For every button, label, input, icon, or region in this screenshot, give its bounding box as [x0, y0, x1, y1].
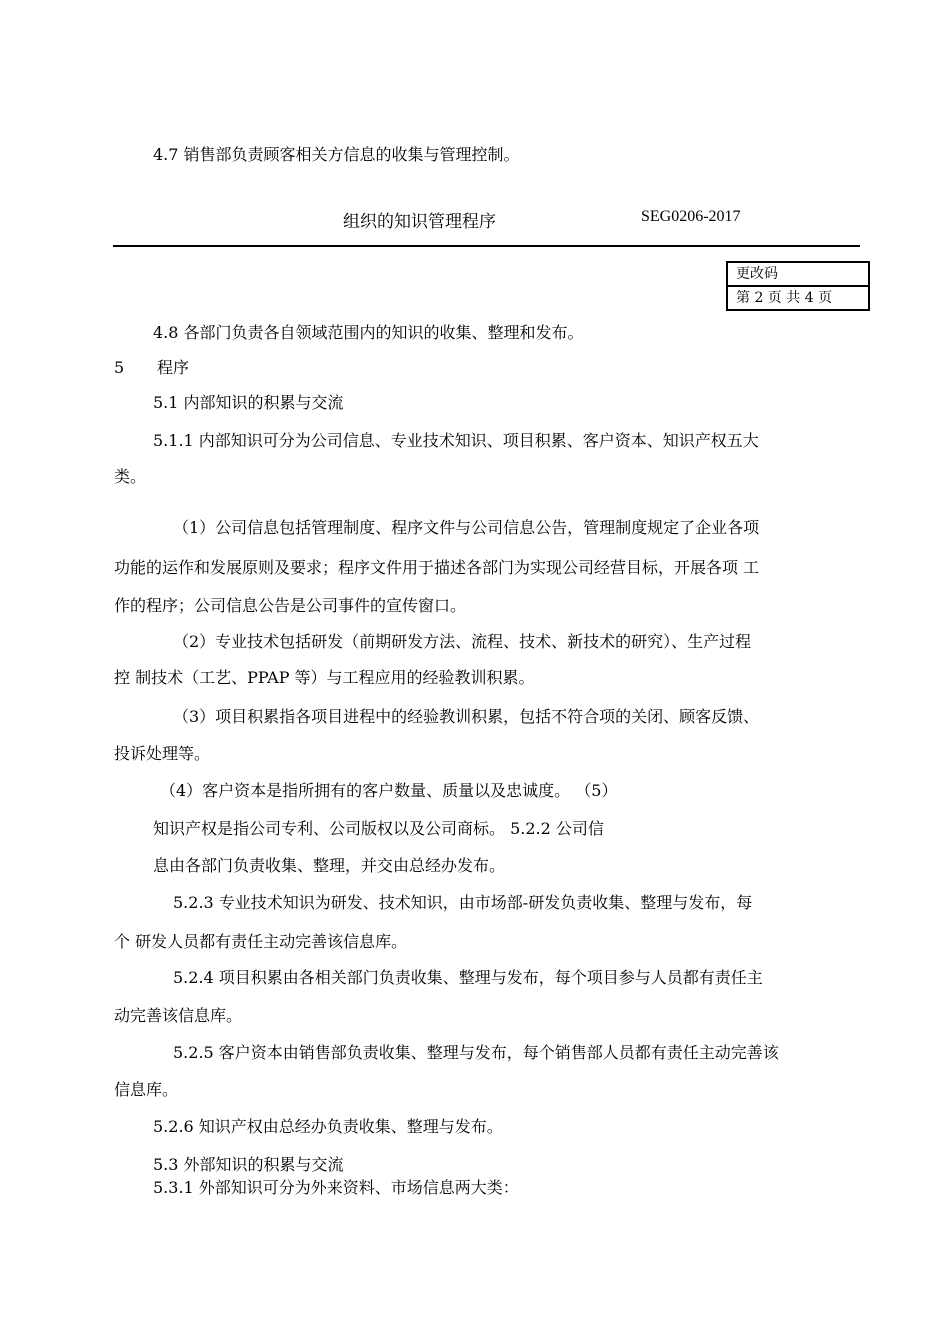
section-4-7-text: 4.7 销售部负责顾客相关方信息的收集与管理控制。: [153, 145, 520, 164]
paragraph-line: 个 研发人员都有责任主动完善该信息库。: [114, 932, 408, 951]
paragraph-line: 作的程序；公司信息公告是公司事件的宣传窗口。: [114, 596, 467, 615]
paragraph-line: 信息库。: [114, 1080, 179, 1099]
section-5-3-heading: 5.3 外部知识的积累与交流: [153, 1155, 344, 1174]
paragraph-line: 动完善该信息库。: [114, 1006, 243, 1025]
section-5-number: 5: [114, 358, 125, 377]
paragraph-line: 5.2.5 客户资本由销售部负责收集、整理与发布，每个销售部人员都有责任主动完善该: [173, 1043, 779, 1062]
document-code: SEG0206-2017: [641, 208, 741, 225]
section-4-8-text: 4.8 各部门负责各自领域范围内的知识的收集、整理和发布。: [153, 323, 584, 342]
paragraph-line: 控 制技术（工艺、PPAP 等）与工程应用的经验教训积累。: [114, 668, 535, 687]
page-count: 第 2 页 共 4 页: [727, 286, 869, 310]
paragraph-line: （3）项目积累指各项目进程中的经验教训积累，包括不符合项的关闭、顾客反馈、: [173, 707, 760, 726]
paragraph-line: 功能的运作和发展原则及要求；程序文件用于描述各部门为实现公司经营目标，开展各项 工: [114, 558, 760, 577]
paragraph-line: 5.2.3 专业技术知识为研发、技术知识，由市场部-研发负责收集、整理与发布，每: [173, 893, 753, 912]
paragraph-line: 5.2.6 知识产权由总经办负责收集、整理与发布。: [153, 1117, 503, 1136]
paragraph-line: 5.1.1 内部知识可分为公司信息、专业技术知识、项目积累、客户资本、知识产权五大: [153, 431, 759, 450]
paragraph-line: 知识产权是指公司专利、公司版权以及公司商标。 5.2.2 公司信: [153, 819, 604, 838]
revision-box: [726, 261, 870, 311]
paragraph-line: 投诉处理等。: [114, 744, 211, 763]
header-divider: [113, 245, 860, 247]
paragraph-line: （4）客户资本是指所拥有的客户数量、质量以及忠诚度。 （5）: [160, 781, 618, 800]
paragraph-line: 5.3.1 外部知识可分为外来资料、市场信息两大类：: [153, 1178, 519, 1197]
section-5-heading: 程序: [157, 358, 190, 377]
paragraph-line: 类。: [114, 467, 147, 486]
revision-code-label: 更改码: [727, 262, 869, 286]
section-5-1-heading: 5.1 内部知识的积累与交流: [153, 393, 344, 412]
paragraph-line: 息由各部门负责收集、整理，并交由总经办发布。: [153, 856, 506, 875]
paragraph-line: （2）专业技术包括研发（前期研发方法、流程、技术、新技术的研究）、生产过程: [173, 632, 752, 651]
paragraph-line: 5.2.4 项目积累由各相关部门负责收集、整理与发布，每个项目参与人员都有责任主: [173, 968, 763, 987]
paragraph-line: （1）公司信息包括管理制度、程序文件与公司信息公告，管理制度规定了企业各项: [173, 518, 760, 537]
document-title: 组织的知识管理程序: [343, 212, 496, 232]
